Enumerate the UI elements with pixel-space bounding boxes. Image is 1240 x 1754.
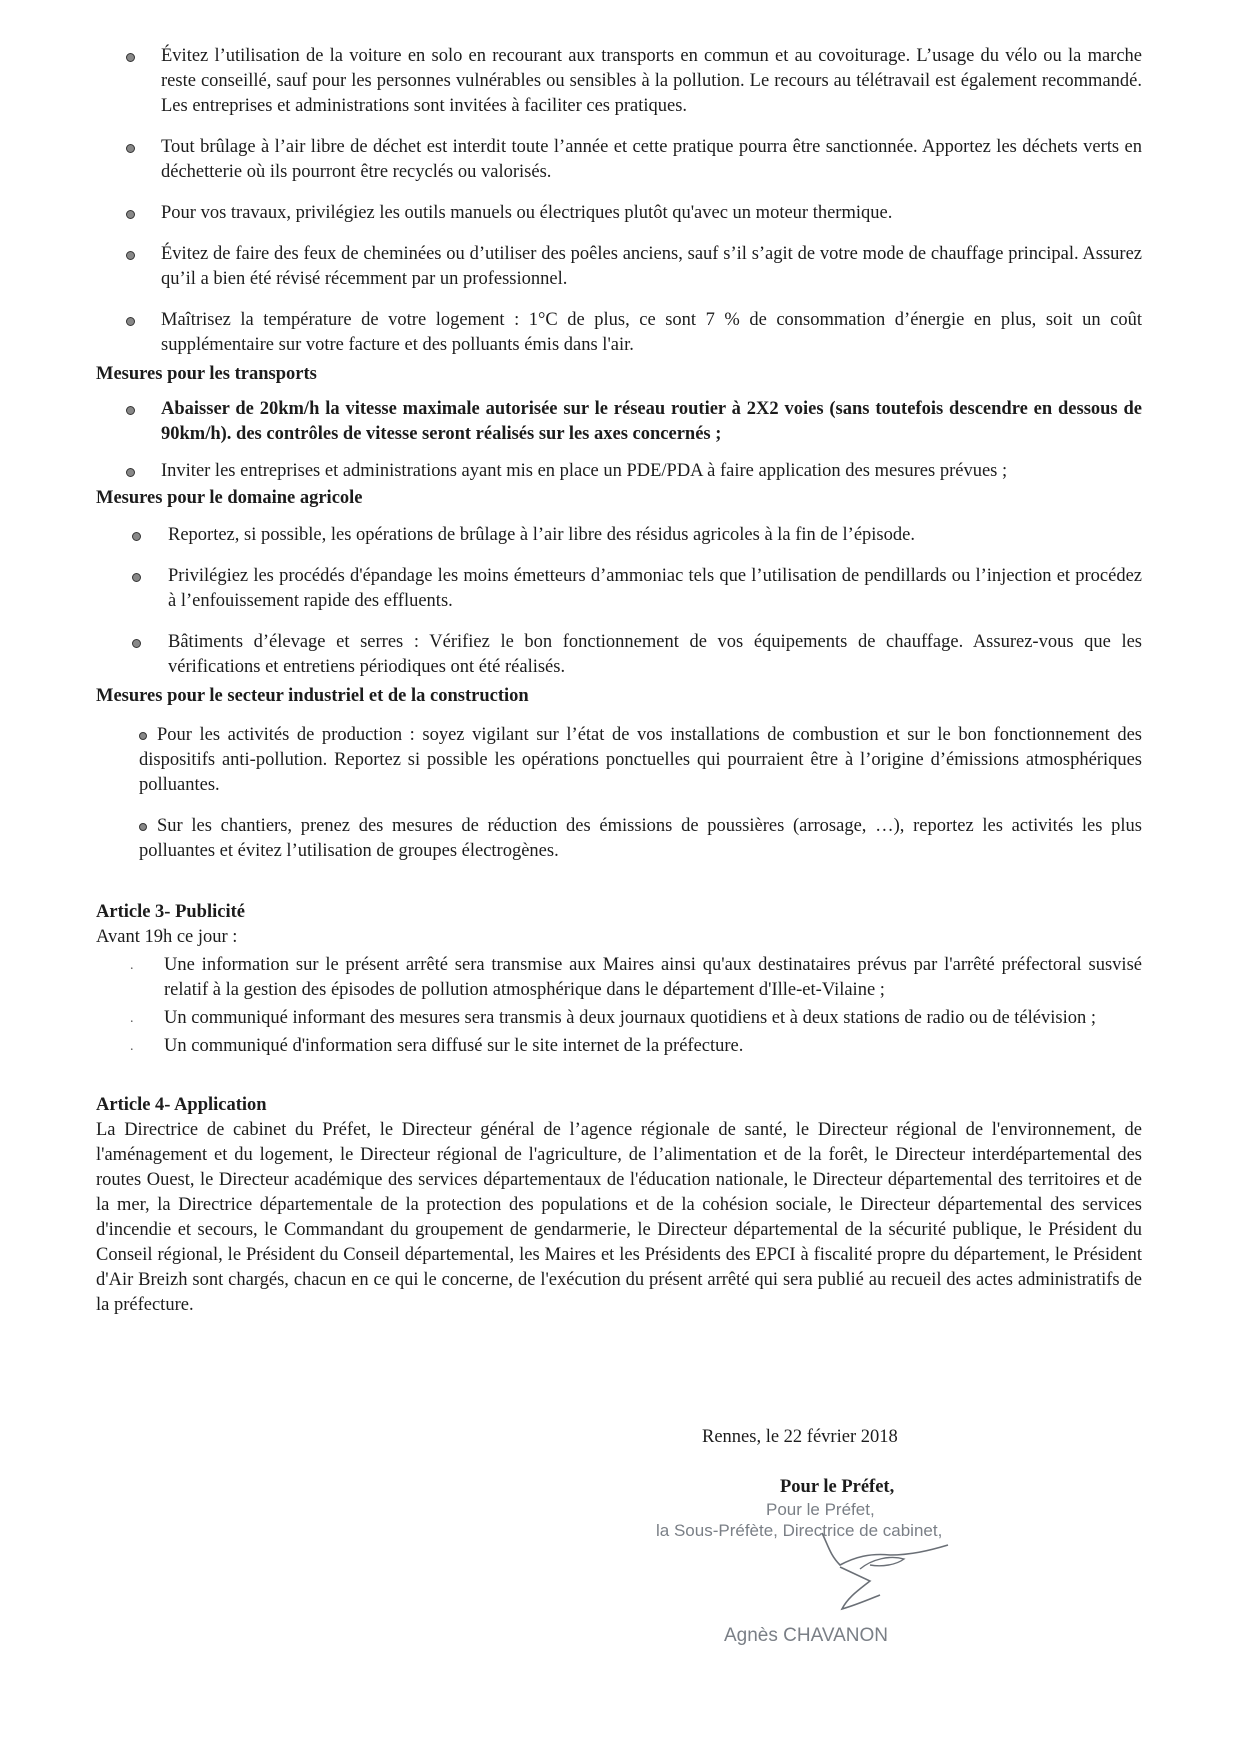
list-item (96, 1034, 1142, 1059)
bullet-icon (126, 210, 135, 219)
article-4-heading: Article 4- Application (96, 1095, 267, 1115)
bullet-text: Inviter les entreprises et administrations ayant mis en place un PDE/PDA à faire application des mesures prévues ; (161, 461, 1008, 481)
bullet-icon (139, 732, 147, 740)
bullet-text: Évitez l’utilisation de la voiture en solo en recourant aux transports en commun et au covoiturage. L’usage du vélo ou la marche reste conseillé, sauf pour les personnes vulnérables ou sensibles à la pollution. Le recours au télétravail est également recommandé. Les entreprises et administrations sont invitées à faciliter ces pratiques. (161, 46, 1142, 116)
list-item (96, 523, 1142, 548)
list-item (96, 201, 1142, 226)
bullet-text: Un communiqué informant des mesures sera transmis à deux journaux quotidiens et à deux stations de radio ou de télévision ; (164, 1008, 1096, 1028)
bullet-text: Pour vos travaux, privilégiez les outils manuels ou électriques plutôt qu'avec un moteur thermique. (161, 203, 893, 223)
section-heading-industriel: Mesures pour le secteur industriel et de la construction (96, 686, 529, 706)
bullet-text: Reportez, si possible, les opérations de brûlage à l’air libre des résidus agricoles à la fin de l’épisode. (168, 525, 915, 545)
bullet-icon (126, 53, 135, 62)
bullet-text: Évitez de faire des feux de cheminées ou d’utiliser des poêles anciens, sauf s’il s’agit de votre mode de chauffage principal. Assurez qu’il a bien été révisé récemment par un professionnel. (161, 244, 1142, 289)
bullet-icon (126, 468, 135, 477)
bullet-icon (126, 144, 135, 153)
bullet-icon (132, 639, 141, 648)
section-heading-transports: Mesures pour les transports (96, 364, 317, 384)
list-item (96, 459, 1142, 484)
list-item (96, 135, 1142, 185)
list-item (96, 564, 1142, 614)
bullet-text: Privilégiez les procédés d'épandage les moins émetteurs d’ammoniac tels que l’utilisation de pendillards ou l’injection et procédez à l’enfouissement rapide des effluents. (168, 566, 1142, 611)
bullet-icon (126, 251, 135, 260)
article-3-heading: Article 3- Publicité (96, 902, 245, 922)
list-item (96, 630, 1142, 680)
signer-name: Agnès CHAVANON (724, 1625, 889, 1646)
bullet-text: Tout brûlage à l’air libre de déchet est interdit toute l’année et cette pratique pourra être sanctionnée. Apportez les déchets verts en déchetterie où ils pourront être recyclés ou valorisés. (161, 137, 1142, 182)
list-item (96, 242, 1142, 292)
signature-block (640, 1425, 1060, 1648)
list-item (96, 44, 1142, 119)
list-item (96, 1006, 1142, 1031)
list-item (96, 397, 1142, 447)
industriel-item-1 (96, 723, 1142, 798)
bullet-text: Bâtiments d’élevage et serres : Vérifiez le bon fonctionnement de vos équipements de chauffage. Assurez-vous que les vérifications et entretiens périodiques ont été réalisés. (168, 632, 1142, 677)
stamp-line-1: Pour le Préfet, (766, 1500, 875, 1519)
bullet-text: Un communiqué d'information sera diffusé sur le site internet de la préfecture. (164, 1036, 744, 1056)
bullet-icon: . (130, 958, 134, 973)
industriel-item-2 (96, 814, 1142, 864)
bullet-text: Abaisser de 20km/h la vitesse maximale autorisée sur le réseau routier à 2X2 voies (sans toutefois descendre en dessous de 90km/h). des contrôles de vitesse seront réalisés sur les axes concernés ; (161, 399, 1142, 444)
bullet-icon (126, 317, 135, 326)
for-prefect: Pour le Préfet, (780, 1477, 895, 1497)
article-3-intro: Avant 19h ce jour : (96, 927, 238, 947)
bullet-icon: . (130, 1039, 134, 1054)
signature-scribble-icon (800, 1525, 960, 1615)
bullet-text: Sur les chantiers, prenez des mesures de réduction des émissions de poussières (arrosage, …), reportez les activités les plus polluantes et évitez l’utilisation de groupes électrogènes. (139, 816, 1142, 861)
list-item (96, 953, 1142, 1003)
bullet-text: Pour les activités de production : soyez vigilant sur l’état de vos installations de combustion et sur le bon fonctionnement des dispositifs anti-pollution. Reportez si possible les opérations ponctuelles qui pourraient être à l’origine d’émissions atmosphériques polluantes. (139, 725, 1142, 795)
document-page (96, 44, 1142, 1318)
bullet-icon (126, 406, 135, 415)
bullet-text: Maîtrisez la température de votre logement : 1°C de plus, ce sont 7 % de consommation d’énergie en plus, soit un coût supplémentaire sur votre facture et des polluants émis dans l'air. (161, 310, 1142, 355)
bullet-icon: . (130, 1011, 134, 1026)
bullet-icon (132, 573, 141, 582)
list-item (96, 308, 1142, 358)
section-heading-agricole: Mesures pour le domaine agricole (96, 488, 363, 508)
bullet-icon (132, 532, 141, 541)
bullet-text: Une information sur le présent arrêté sera transmise aux Maires ainsi qu'aux destinataires prévus par l'arrêté préfectoral susvisé relatif à la gestion des épisodes de pollution atmosphérique dans le département d'Ille-et-Vilaine ; (164, 955, 1142, 1000)
stamp-line-2: la Sous-Préfète, Directrice de cabinet, (656, 1521, 943, 1540)
article-4-body: La Directrice de cabinet du Préfet, le Directeur général de l’agence régionale de santé, le Directeur régional de l'environnement, de l'aménagement et du logement, le Directeur régional de l'agriculture, de l’alimentation et de la forêt, le Directeur interdépartemental des routes Ouest, le Directeur académique des services départementaux de l'éducation nationale, le Directeur départemental des territoires et de la mer, la Directrice départementale de la protection des populations et de la cohésion sociale, le Directeur départemental des services d'incendie et secours, le Commandant du groupement de gendarmerie, le Directeur départemental de la sécurité publique, le Président du Conseil régional, le Président du Conseil départemental, les Maires et les Présidents des EPCI à fiscalité propre du département, le Président d'Air Breizh sont chargés, chacun en ce qui le concerne, de l'exécution du présent arrêté qui sera publié au recueil des actes administratifs de la préfecture. (96, 1120, 1142, 1315)
bullet-icon (139, 823, 147, 831)
place-date: Rennes, le 22 février 2018 (702, 1427, 898, 1447)
